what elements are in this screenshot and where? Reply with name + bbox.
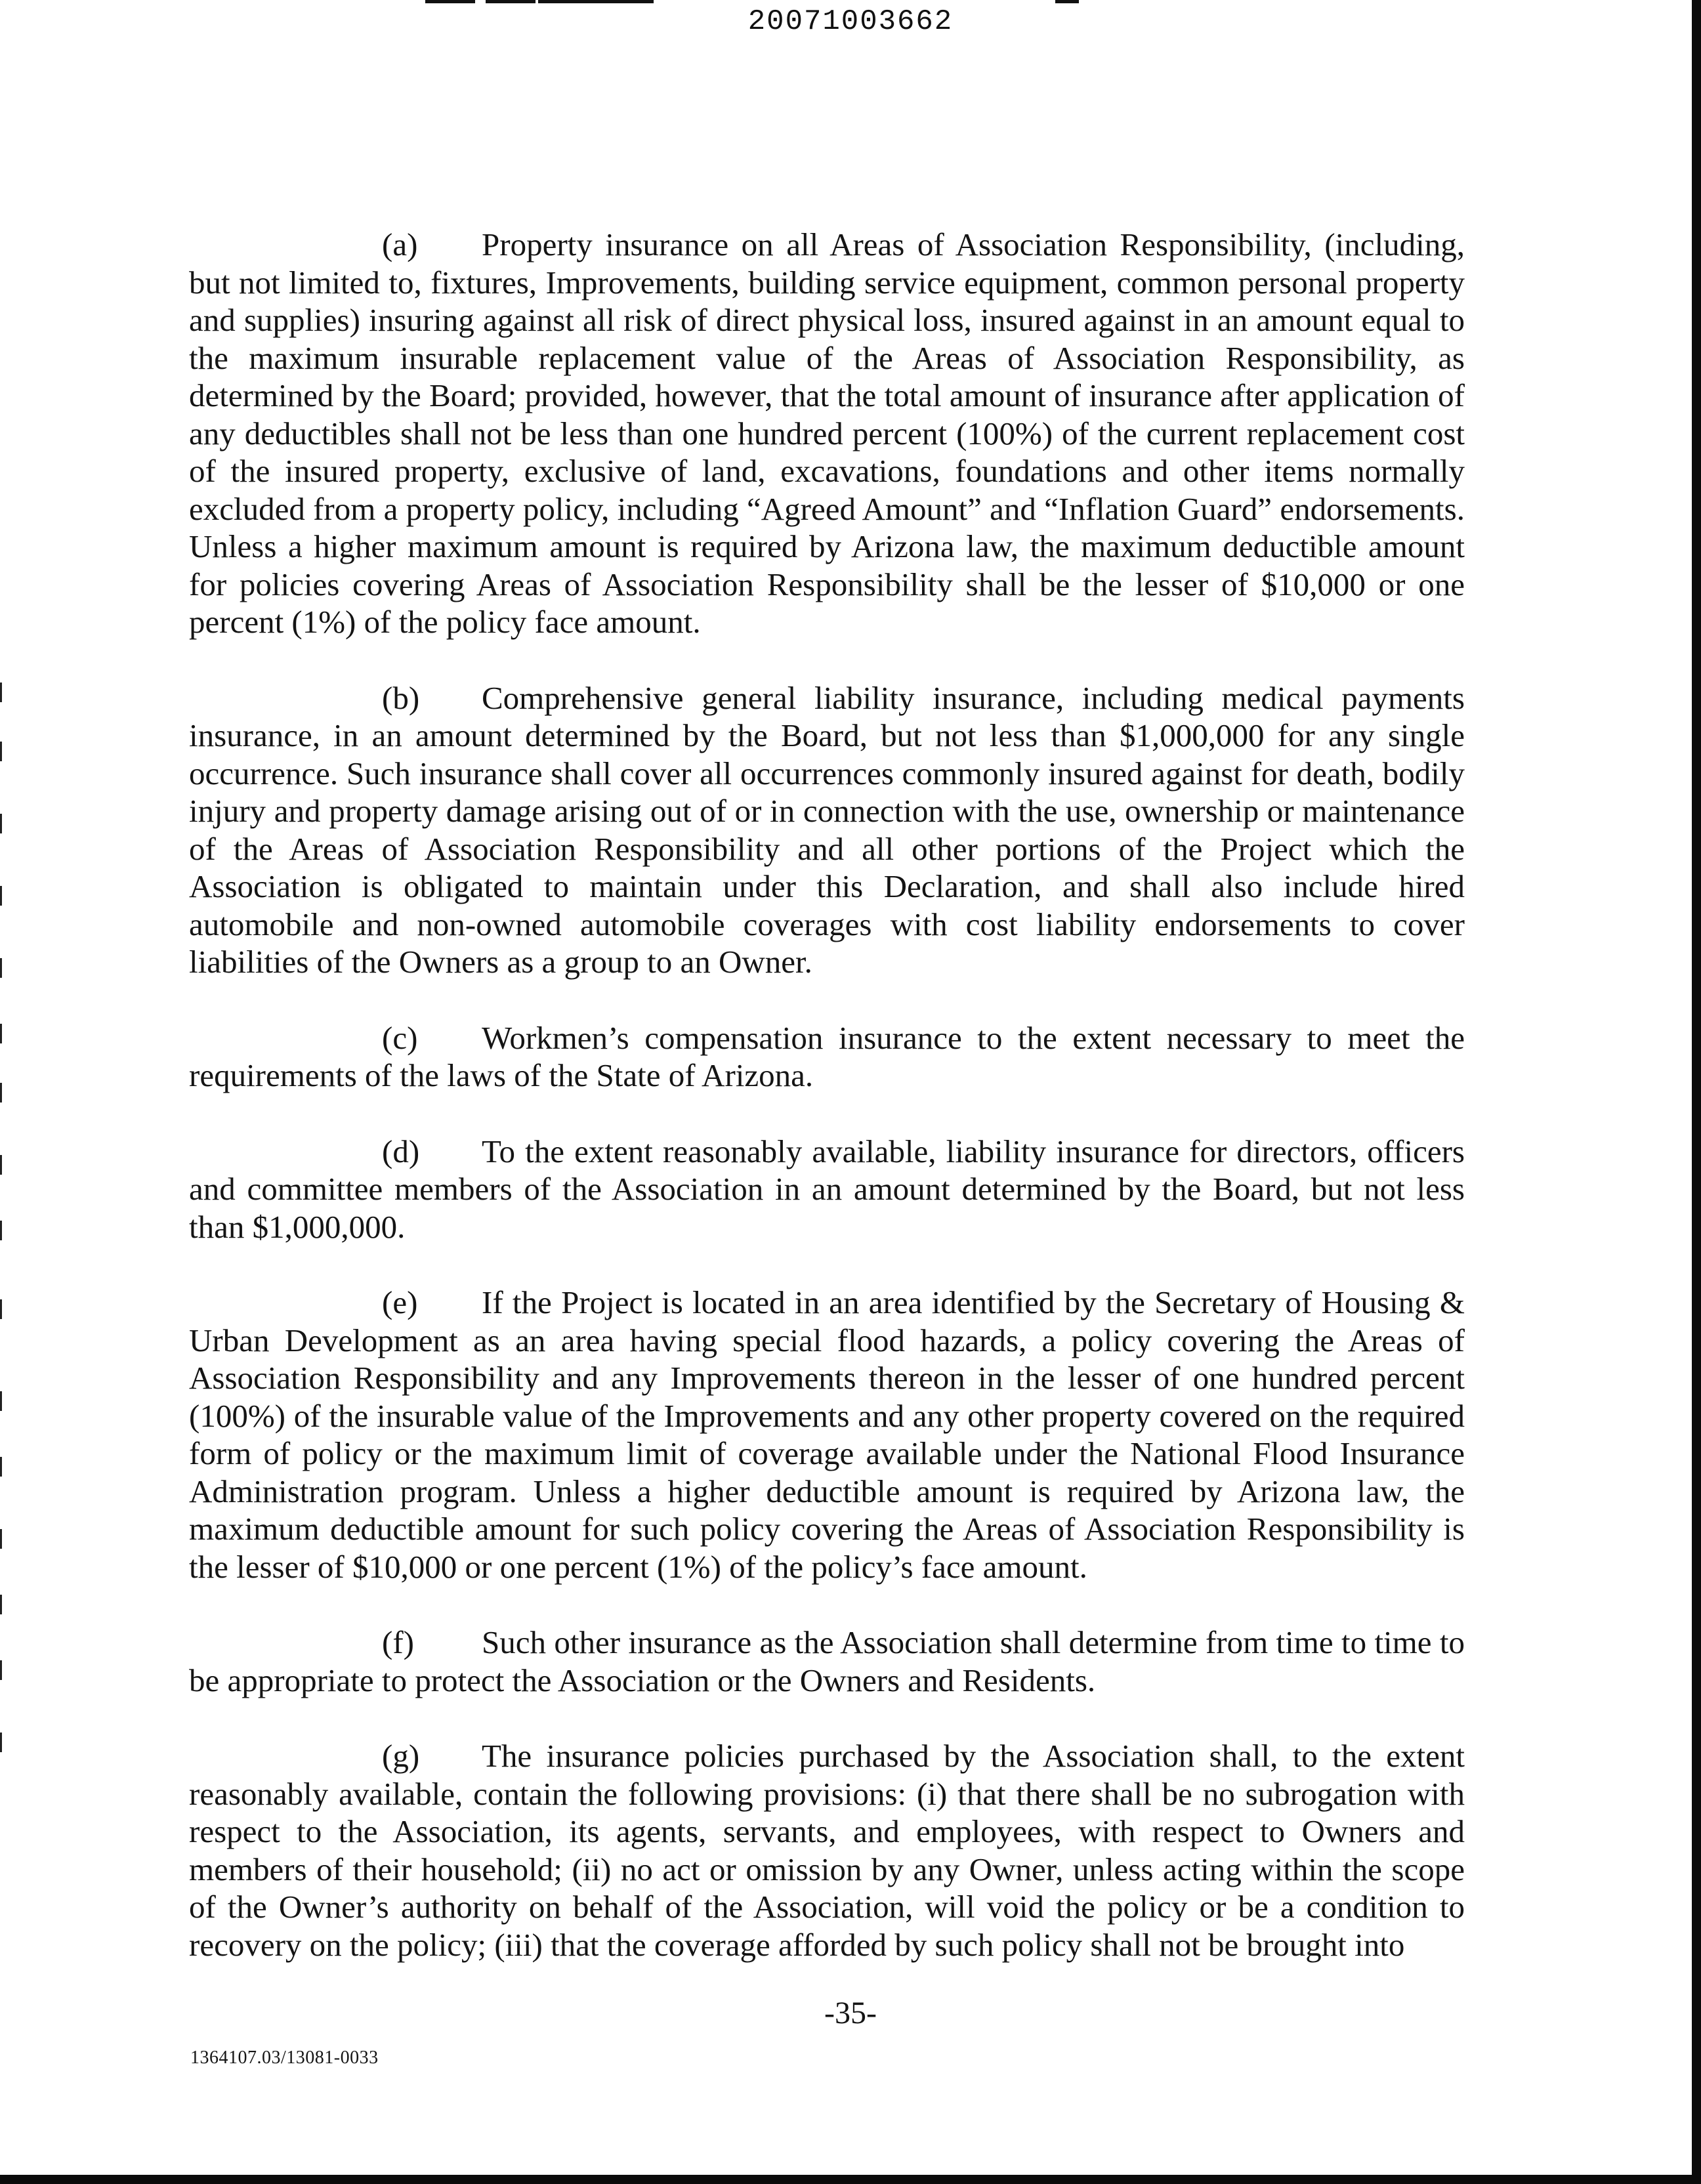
paragraph-text: To the extent reasonably available, liability insurance for directors, officers and committee members of the Association in an amount determined by the Board, but not less than $1,000,000.: [189, 1133, 1465, 1245]
scan-bottom-border: [0, 2175, 1701, 2184]
scan-mark: [1055, 0, 1079, 3]
paragraph-text: Comprehensive general liability insurance, including medical payments insurance, in an amount determined by the Board, but not less than $1,000,000 for any single occurrence. Such insurance shall cover all occurrences commonly insured against for death, bodily injury and property damage arising out of or in connection with the use, ownership or maintenance of the Areas of Association Responsibility and all other portions of the Project which the Association is obligated to maintain under this Declaration, and shall also include hired automobile and non-owned automobile coverages with cost liability endorsements to cover liabilities of the Owners as a group to an Owner.: [189, 679, 1465, 980]
paragraph-label: (d): [382, 1133, 420, 1169]
scan-mark: [538, 0, 654, 3]
paragraph-d: [189, 1133, 1465, 1246]
paragraph-label: (e): [382, 1284, 418, 1320]
scan-mark: [486, 0, 536, 3]
paragraph-text: Such other insurance as the Association shall determine from time to time to be appropriate to protect the Association or the Owners and Residents.: [189, 1624, 1465, 1698]
paragraph-text: If the Project is located in an area identified by the Secretary of Housing & Urban Development as an area having special flood hazards, a policy covering the Areas of Association Responsibility and any Improvements thereon in the lesser of one hundred percent (100%) of the insurable value of the Improvements and any other property covered on the required form of policy or the maximum limit of coverage available under the National Flood Insurance Administration program. Unless a higher deductible amount is required by Arizona law, the maximum deductible amount for such policy covering the Areas of Association Responsibility is the lesser of $10,000 or one percent (1%) of the policy’s face amount.: [189, 1284, 1465, 1585]
paragraph-label: (f): [382, 1624, 414, 1660]
scan-mark: [425, 0, 475, 3]
paragraph-text: Workmen’s compensation insurance to the extent necessary to meet the requirements of the laws of the State of Arizona.: [189, 1019, 1465, 1093]
scan-left-edge-marks: [0, 0, 3, 2184]
paragraph-b: [189, 679, 1465, 981]
page-number: -35-: [824, 1996, 877, 2030]
paragraph-label: (c): [382, 1019, 418, 1056]
paragraph-f: [189, 1624, 1465, 1699]
document-number: 20071003662: [747, 5, 954, 38]
paragraph-text: The insurance policies purchased by the Association shall, to the extent reasonably available, contain the following provisions: (i) that there shall be no subrogation with respect to the Association, its agents, servants, and employees, with respect to Owners and members of their household; (ii) no act or omission by any Owner, unless acting within the scope of the Owner’s authority on behalf of the Association, will void the policy or be a condition to recovery on the policy; (iii) that the coverage afforded by such policy shall not be brought into: [189, 1738, 1465, 1963]
paragraph-c: [189, 1019, 1465, 1095]
document-id: 1364107.03/13081-0033: [190, 2048, 379, 2068]
document-body: [189, 226, 1465, 2002]
paragraph-label: (b): [382, 679, 420, 716]
paragraph-g: [189, 1737, 1465, 1964]
paragraph-a: [189, 226, 1465, 641]
paragraph-text: Property insurance on all Areas of Association Responsibility, (including, but not limited to, fixtures, Improvements, building service equipment, common personal property and supplies) insuring against all risk of direct physical loss, insured against in an amount equal to the maximum insurable replacement value of the Areas of Association Responsibility, as determined by the Board; provided, however, that the total amount of insurance after application of any deductibles shall not be less than one hundred percent (100%) of the current replacement cost of the insured property, exclusive of land, excavations, foundations and other items normally excluded from a property policy, including “Agreed Amount” and “Inflation Guard” endorsements. Unless a higher maximum amount is required by Arizona law, the maximum deductible amount for policies covering Areas of Association Responsibility shall be the lesser of $10,000 or one percent (1%) of the policy face amount.: [189, 226, 1465, 640]
paragraph-label: (g): [382, 1738, 420, 1774]
scan-right-border: [1692, 0, 1701, 2184]
paragraph-e: [189, 1284, 1465, 1586]
paragraph-label: (a): [382, 226, 418, 262]
